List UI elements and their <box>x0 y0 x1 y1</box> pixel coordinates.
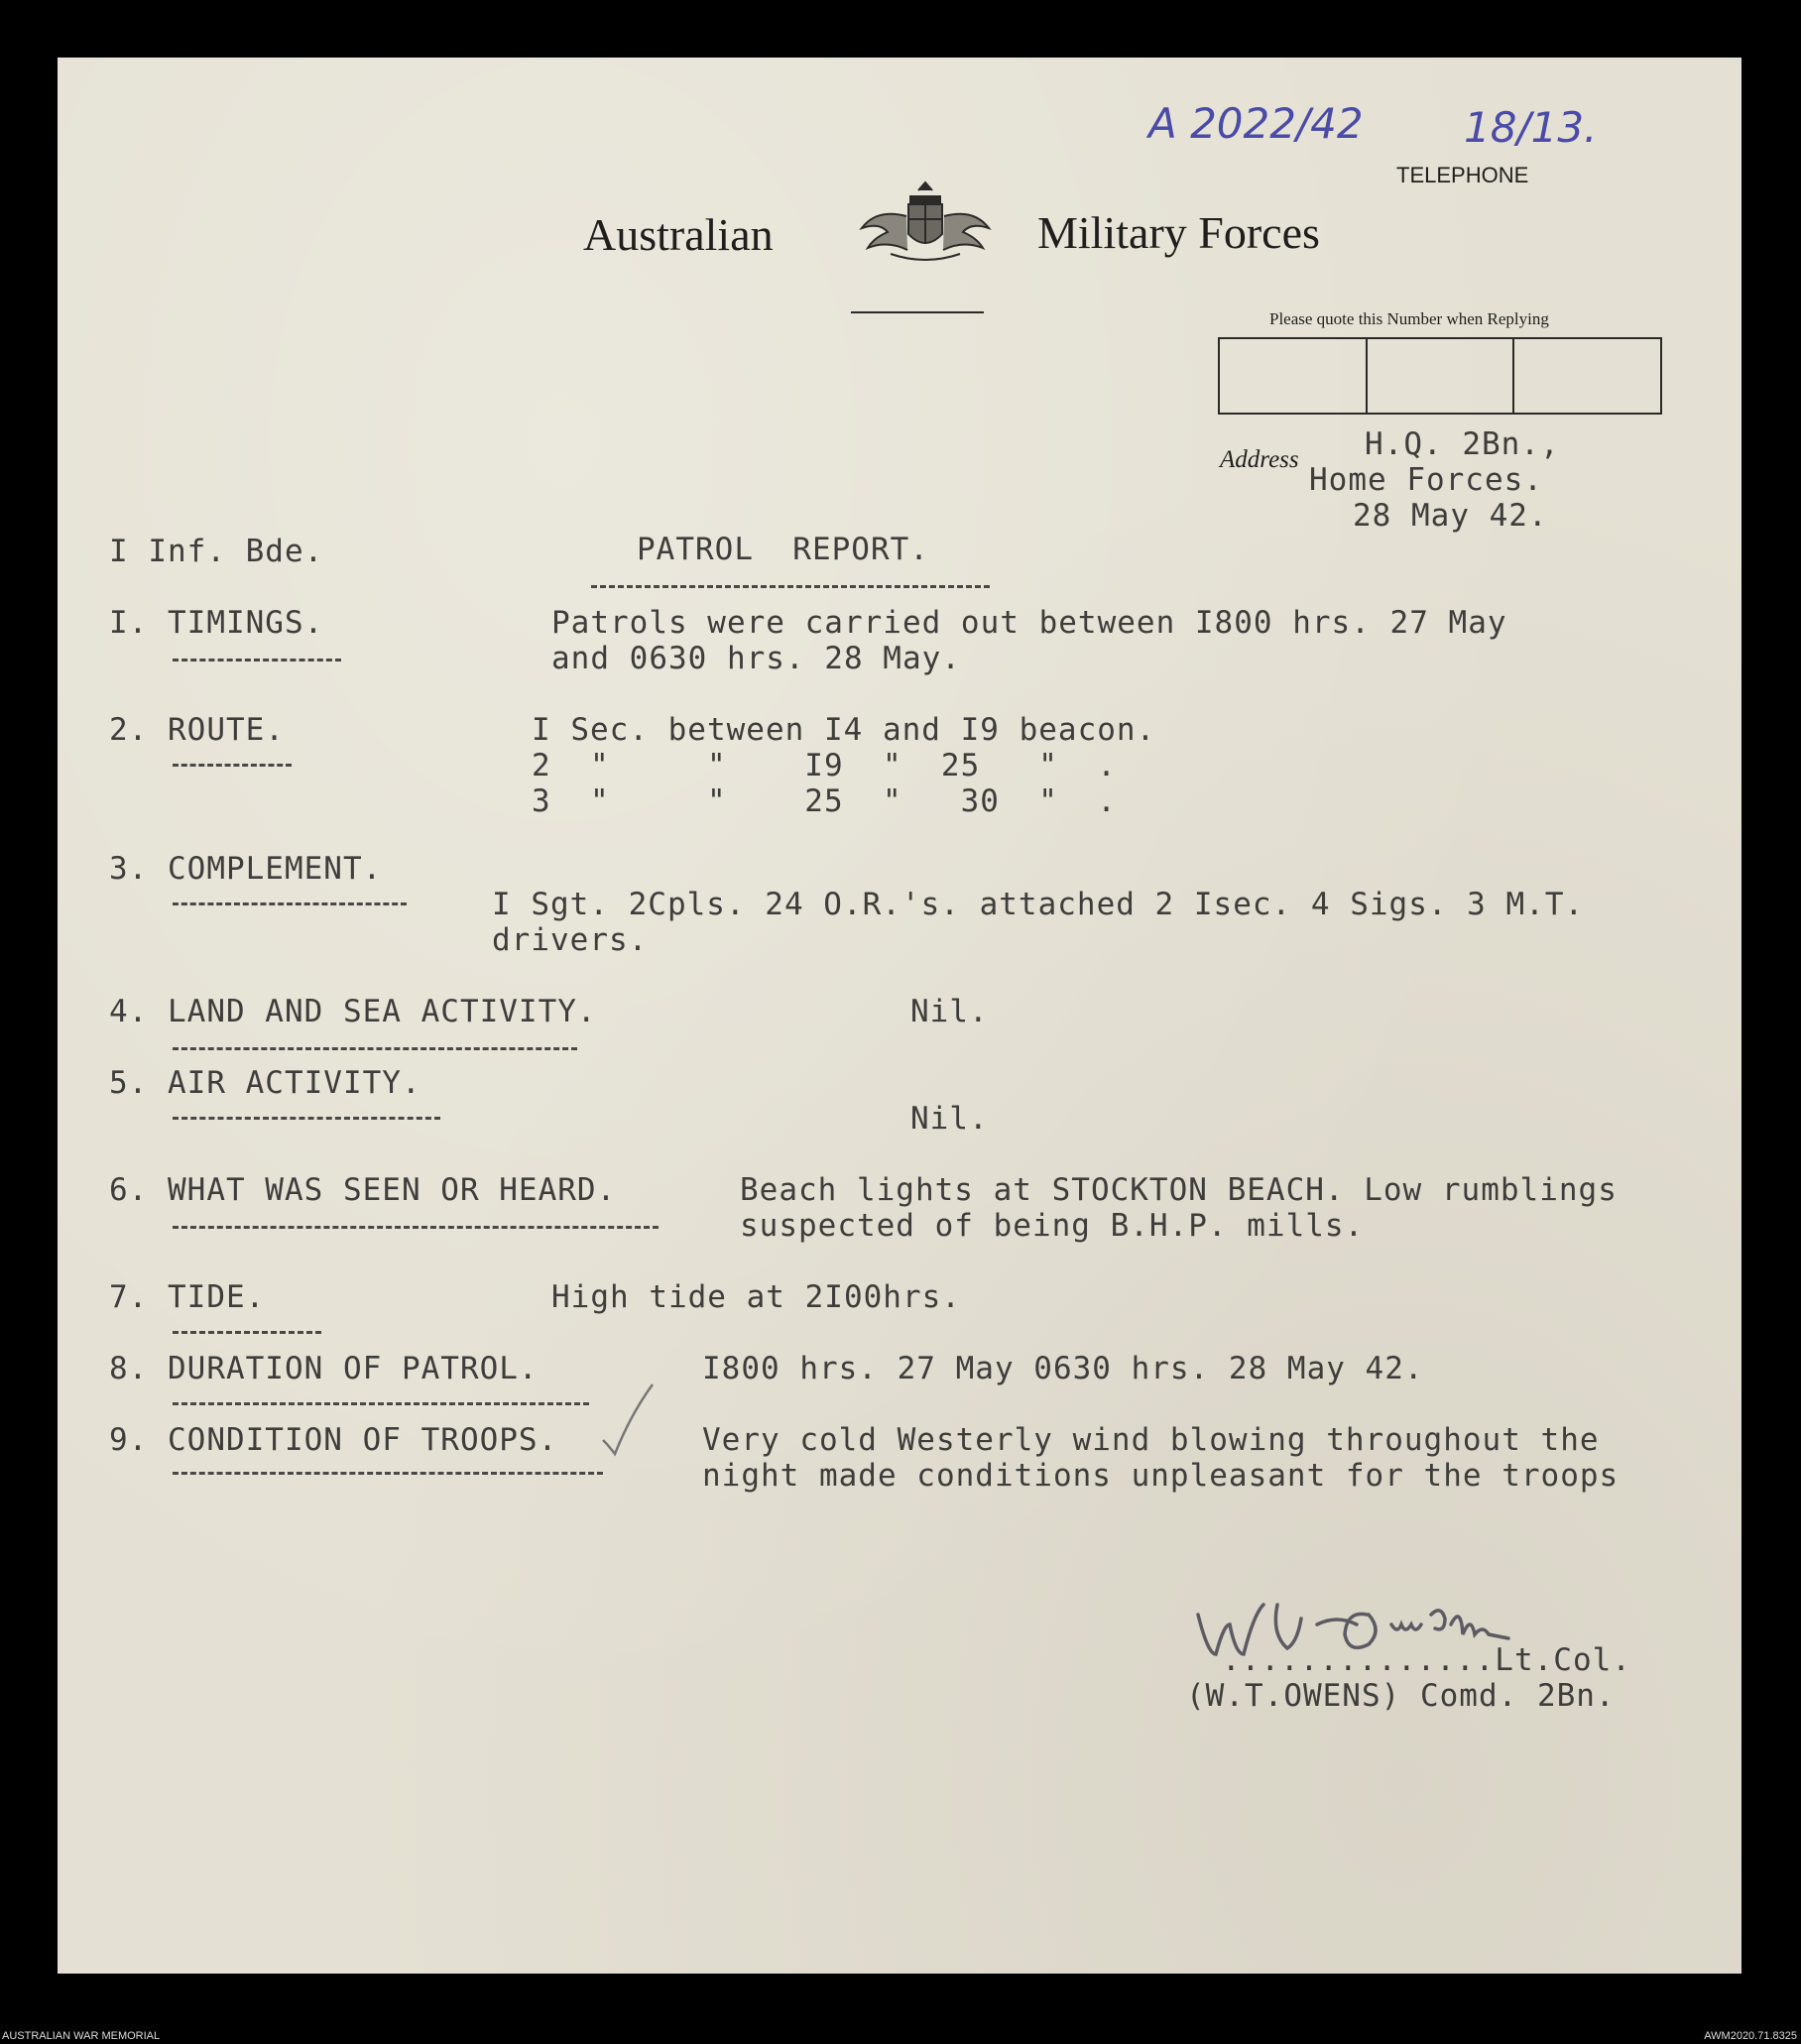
item-7-underline <box>173 1331 321 1334</box>
item-1-line-1: Patrols were carried out between I800 hrs. 27 May <box>551 605 1507 641</box>
tick-mark <box>599 1381 659 1460</box>
address-line-2: Home Forces. <box>1309 462 1543 498</box>
item-8-label: 8. DURATION OF PATROL. <box>109 1351 539 1386</box>
reference-box-1 <box>1220 339 1368 413</box>
item-1-line-2: and 0630 hrs. 28 May. <box>551 641 961 676</box>
item-4-underline <box>173 1047 577 1050</box>
item-3-line-2: drivers. <box>492 922 649 958</box>
address-line-3: 28 May 42. <box>1353 498 1548 534</box>
signature-name-line: (W.T.OWENS) Comd. 2Bn. <box>1186 1678 1616 1714</box>
reference-box-3 <box>1514 339 1660 413</box>
item-5-underline <box>173 1117 440 1120</box>
item-3-line-1: I Sgt. 2Cpls. 24 O.R.'s. attached 2 Isec. 4 Sigs. 3 M.T. <box>492 887 1585 922</box>
quote-number-label: Please quote this Number when Replying <box>1269 309 1549 328</box>
letterhead-military-forces: Military Forces <box>1037 207 1320 258</box>
letterhead-australian: Australian <box>583 209 774 260</box>
item-8-underline <box>173 1402 589 1405</box>
file-reference-annotation: A 2022/42 <box>1148 99 1364 148</box>
reference-number-boxes <box>1218 337 1662 415</box>
item-5-label: 5. AIR ACTIVITY. <box>109 1065 421 1101</box>
title-underline <box>591 585 990 588</box>
item-7-line-1: High tide at 2I00hrs. <box>551 1279 961 1315</box>
item-1-label: I. TIMINGS. <box>109 605 324 641</box>
coat-of-arms-emblem <box>851 177 1000 276</box>
item-6-label: 6. WHAT WAS SEEN OR HEARD. <box>109 1172 617 1208</box>
item-7-label: 7. TIDE. <box>109 1279 266 1315</box>
item-3-label: 3. COMPLEMENT. <box>109 851 383 887</box>
item-9-underline <box>173 1472 603 1475</box>
item-1-underline <box>173 659 341 661</box>
item-2-line-1: I Sec. between I4 and I9 beacon. <box>532 712 1156 748</box>
item-9-label: 9. CONDITION OF TROOPS. <box>109 1422 558 1458</box>
item-5-line-1: Nil. <box>910 1101 989 1137</box>
item-6-line-2: suspected of being B.H.P. mills. <box>740 1208 1365 1244</box>
addressee: I Inf. Bde. <box>109 534 324 569</box>
item-4-label: 4. LAND AND SEA ACTIVITY. <box>109 994 597 1029</box>
telephone-label: TELEPHONE <box>1396 163 1529 187</box>
item-9-line-2: night made conditions unpleasant for the troops <box>702 1458 1620 1494</box>
item-6-line-1: Beach lights at STOCKTON BEACH. Low rumblings <box>740 1172 1618 1208</box>
item-6-underline <box>173 1226 659 1229</box>
item-2-line-3: 3 " " 25 " 30 " . <box>532 783 1117 819</box>
item-2-label: 2. ROUTE. <box>109 712 285 748</box>
item-8-line-1: I800 hrs. 27 May 0630 hrs. 28 May 42. <box>702 1351 1424 1386</box>
item-9-line-1: Very cold Westerly wind blowing throughout the <box>702 1422 1600 1458</box>
report-title: PATROL REPORT. <box>637 532 929 567</box>
footer-accession-number: AWM2020.71.8325 <box>1704 2030 1797 2042</box>
item-4-line-1: Nil. <box>910 994 989 1029</box>
footer-institution: AUSTRALIAN WAR MEMORIAL <box>2 2030 161 2042</box>
item-2-line-2: 2 " " I9 " 25 " . <box>532 748 1117 783</box>
item-3-underline <box>173 902 407 905</box>
address-line-1: H.Q. 2Bn., <box>1365 426 1560 462</box>
item-2-underline <box>173 764 292 767</box>
reference-box-2 <box>1368 339 1515 413</box>
folio-annotation: 18/13. <box>1464 103 1598 152</box>
address-label: Address <box>1220 446 1299 473</box>
letterhead-rule <box>851 311 984 313</box>
document-page <box>58 58 1741 1974</box>
signature-rank-line: ..............Lt.Col. <box>1222 1642 1631 1678</box>
